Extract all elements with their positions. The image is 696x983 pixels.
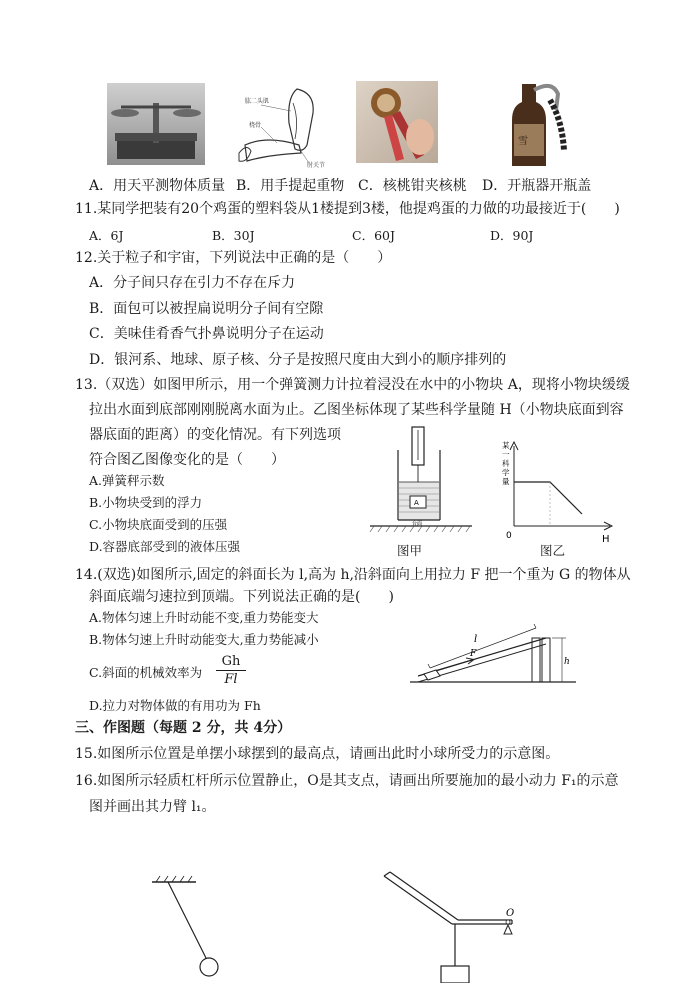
- q13-figure-yi: [500, 438, 620, 548]
- q11-option-c: C．60J: [352, 228, 395, 243]
- q14-stem-line1: 14.(双选)如图所示,固定的斜面长为 l,高为 h,沿斜面向上用拉力 F 把一个重为 G 的物体从: [75, 567, 631, 583]
- arm-label-joint: 肘关节: [307, 162, 326, 169]
- bottle-opener-photo: [478, 80, 586, 166]
- q13-graph-ylabel: [502, 440, 510, 486]
- q12-option-c: C．美味佳肴香气扑鼻说明分子在运动: [89, 326, 324, 342]
- q14-fig-h: h: [564, 657, 570, 667]
- q13-option-b: B.小物块受到的浮力: [89, 495, 203, 510]
- q11-option-b: B．30J: [212, 228, 255, 243]
- q13-fig-jia-caption: 图甲: [397, 543, 423, 558]
- arm-label-bone: 桡骨: [249, 122, 262, 129]
- q16-lever-figure: [378, 868, 528, 983]
- q14-stem-line2: 斜面底端匀速拉到顶端。下列说法正确的是( ): [89, 589, 394, 605]
- q13-fig-jia-base-label: 台面: [412, 521, 423, 527]
- graph-ylabel-char: 量: [502, 477, 510, 486]
- q13-graph-xlabel: H: [602, 534, 610, 545]
- q10-option-c: C．核桃钳夹核桃: [358, 178, 467, 194]
- q13-stem-line3: 器底面的距离）的变化情况。有下列选项: [89, 427, 341, 443]
- q15-pendulum-figure: [148, 874, 228, 982]
- q16-line2: 图并画出其力臂 l₁。: [89, 799, 216, 815]
- q14-incline-figure: [406, 612, 578, 686]
- q13-stem-line2: 拉出水面到底部刚刚脱离水面为止。乙图坐标体现了某些科学量随 H（小物块底面到容: [89, 402, 624, 418]
- q10-option-b: B．用手提起重物: [236, 178, 345, 194]
- graph-ylabel-char: 一: [502, 450, 510, 459]
- fraction-numerator: Gh: [216, 653, 246, 671]
- q14-option-d: D.拉力对物体做的有用功为 Fh: [89, 698, 261, 713]
- q16-line1: 16.如图所示轻质杠杆所示位置静止，O是其支点，请画出所要施加的最小动力 F₁的示意: [75, 773, 619, 789]
- q14-option-b: B.物体匀速上升时动能变大,重力势能减小: [89, 632, 319, 647]
- q11-option-a: A．6J: [89, 228, 124, 243]
- graph-ylabel-char: 某: [502, 441, 510, 450]
- q16-fig-O: O: [506, 908, 515, 919]
- q10-option-a: A．用天平测物体质量: [89, 178, 226, 194]
- q12-option-d: D．银河系、地球、原子核、分子是按照尺度由大到小的顺序排列的: [89, 352, 507, 368]
- q11-stem: 11.某同学把装有20个鸡蛋的塑料袋从1楼提到3楼，他提鸡蛋的力做的功最接近于( ): [75, 201, 620, 217]
- fraction-denominator: Fl: [224, 672, 238, 687]
- q13-graph-origin: 0: [506, 531, 512, 541]
- graph-ylabel-char: 科: [502, 459, 510, 468]
- q14-option-a: A.物体匀速上升时动能不变,重力势能变大: [89, 610, 319, 625]
- nutcracker-photo: [356, 81, 438, 163]
- q10-option-d: D．开瓶器开瓶盖: [482, 178, 592, 194]
- svg-text:雪: 雪: [518, 136, 528, 147]
- arm-lever-diagram: [237, 83, 339, 169]
- q13-option-c: C.小物块底面受到的压强: [89, 517, 228, 532]
- q14-fig-l: l: [474, 634, 478, 645]
- graph-ylabel-char: 学: [502, 468, 510, 477]
- section3-title: 三、作图题（每题 2 分，共 4分）: [75, 720, 292, 736]
- q12-option-a: A．分子间只存在引力不存在斥力: [89, 275, 296, 291]
- q13-option-d: D.容器底部受到的液体压强: [89, 539, 241, 554]
- balance-scale-photo: [107, 83, 205, 165]
- q14-option-c-fraction: [216, 653, 246, 688]
- q13-fig-yi-caption: 图乙: [540, 543, 566, 558]
- q11-option-d: D．90J: [490, 228, 534, 243]
- q13-fig-jia-block-label: A: [414, 499, 419, 507]
- arm-label-muscle: 肱二头肌: [245, 98, 270, 105]
- q13-option-a: A.弹簧秤示数: [89, 473, 165, 488]
- q14-option-c-prefix: C.斜面的机械效率为: [89, 665, 203, 680]
- q13-figure-jia: [368, 424, 478, 558]
- q12-stem: 12.关于粒子和宇宙，下列说法中正确的是（ ）: [75, 250, 392, 266]
- q12-option-b: B．面包可以被捏扁说明分子间有空隙: [89, 301, 324, 317]
- q15-text: 15.如图所示位置是单摆小球摆到的最高点，请画出此时小球所受力的示意图。: [75, 746, 560, 762]
- q13-stem-line1: 13.（双选）如图甲所示，用一个弹簧测力计拉着浸没在水中的小物块 A，现将小物块缓缓: [75, 377, 630, 393]
- q14-fig-F: F: [470, 649, 477, 659]
- q13-stem-line4: 符合图乙图像变化的是（ ）: [89, 452, 285, 468]
